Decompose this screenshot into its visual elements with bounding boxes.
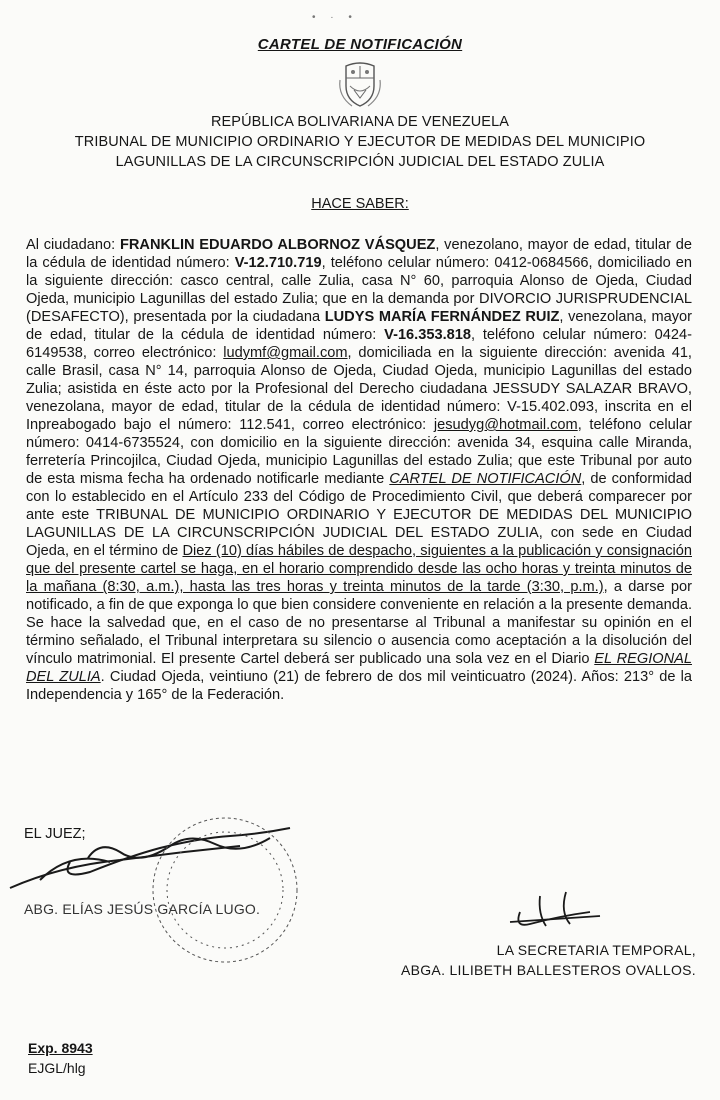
hace-saber-heading: HACE SABER: xyxy=(311,196,409,212)
body-text: , a darse por notificado, a fin de que exponga lo que bien considere conveniente en relación a la presente demanda. Se hace la salvedad que, en el caso de no presentarse al Tribunal a manifestar su opinión en el término señalado, el Tribunal interpretara su silencio o ausencia como aceptación a la disolución del vínculo matrimonial. El presente Cartel deberá ser publicado una sola vez en el Diario xyxy=(26,579,693,667)
secretary-title: LA SECRETARIA TEMPORAL, xyxy=(496,942,696,958)
coat-of-arms-icon xyxy=(336,60,384,110)
body-text: , teléfono celular número: 0414-6735524, con domicilio en la siguiente dirección: avenida 34, esquina calle Miranda, ferretería Princojilca, Ciudad Ojeda, municipio Lagunillas del estado Zulia; que este Tribunal por auto de esta misma fecha ha ordenado notificarle mediante xyxy=(26,417,692,487)
body-text: , venezolana, mayor de edad, titular de la cédula de identidad número: xyxy=(26,309,692,343)
judge-label: EL JUEZ; xyxy=(24,826,86,842)
plaintiff-email-link[interactable]: ludymf@gmail.com xyxy=(223,345,348,361)
defendant-id: V-12.710.719 xyxy=(234,255,322,271)
republic-heading: REPÚBLICA BOLIVARIANA DE VENEZUELA xyxy=(210,114,510,130)
cartel-reference: CARTEL DE NOTIFICACIÓN xyxy=(389,471,582,487)
plaintiff-name: LUDYS MARÍA FERNÁNDEZ RUIZ xyxy=(324,309,560,325)
newspaper-name: EL REGIONAL DEL ZULIA xyxy=(26,651,692,685)
court-stamp xyxy=(153,818,297,962)
lawyer-email-link[interactable]: jesudyg@hotmail.com xyxy=(433,417,578,433)
judge-name: ABG. ELÍAS JESÚS GARCÍA LUGO. xyxy=(24,901,261,917)
term-clause: Diez (10) días hábiles de despacho, siguientes a la publicación y consignación que del presente cartel se haga, en el horario comprendido desde las ocho horas y treinta minutos de la mañana (8:30, a.m.), hasta las tres horas y treinta minutos de la tarde (3:30, p.m.) xyxy=(26,543,692,595)
body-text: , venezolano, mayor de edad, titular de la cédula de identidad número: xyxy=(26,237,692,271)
scan-specks: • · • xyxy=(312,12,358,23)
body-text: , de conformidad con lo establecido en el Artículo 233 del Código de Procedimiento Civil, que deberá comparecer por ante este TRIBUNAL DE MUNICIPIO ORDINARIO Y EJECUTOR DE MEDIDAS DEL MUNICIPIO LAGUNILLAS DE LA CIRCUNSCRIPCIÓN JUDICIAL DEL ESTADO ZULIA, con sede en Ciudad Ojeda, en el término de xyxy=(26,471,692,559)
expediente-number: Exp. 8943 xyxy=(28,1040,93,1056)
body-text: , teléfono celular número: 0412-0684566, domiciliado en la siguiente dirección: casco central, calle Zulia, casa N° 60, parroquia Alonso de Ojeda, Ciudad Ojeda, municipio Lagunillas del estado Zulia; que en la demanda por DIVORCIO JURISPRUDENCIAL (DESAFECTO), presentada por la ciudadana xyxy=(26,255,692,325)
secretary-name: ABGA. LILIBETH BALLESTEROS OVALLOS. xyxy=(400,962,696,978)
body-text: Al ciudadano: xyxy=(26,237,120,253)
court-heading-line2: LAGUNILLAS DE LA CIRCUNSCRIPCIÓN JUDICIAL DEL ESTADO ZULIA xyxy=(115,154,605,170)
notification-body xyxy=(26,236,692,704)
body-text: , domiciliada en la siguiente dirección: avenida 41, calle Brasil, casa N° 14, parroquia Alonso de Ojeda, Ciudad Ojeda, municipio Lagunillas del estado Zulia; asistida en éste acto por la Profesional del Derecho ciudadana JESSUDY SALAZAR BRAVO, venezolana, mayor de edad, titular de la cédula de identidad número: V-15.402.093, inscrita en el Inpreabogado bajo el número: 112.541, correo electrónico: xyxy=(26,345,692,433)
document-title: CARTEL DE NOTIFICACIÓN xyxy=(257,36,463,53)
secretary-signature xyxy=(510,892,600,926)
court-heading-line1: TRIBUNAL DE MUNICIPIO ORDINARIO Y EJECUTOR DE MEDIDAS DEL MUNICIPIO xyxy=(74,134,646,150)
body-text: , teléfono celular número: 0424-6149538, correo electrónico: xyxy=(26,327,692,361)
defendant-name: FRANKLIN EDUARDO ALBORNOZ VÁSQUEZ xyxy=(119,237,436,253)
plaintiff-id: V-16.353.818 xyxy=(384,327,471,343)
reference-initials: EJGL/hlg xyxy=(28,1060,86,1076)
body-text: . Ciudad Ojeda, veintiuno (21) de febrero de dos mil veinticuatro (2024). Años: 213° de la Independencia y 165° de la Federación. xyxy=(26,669,692,703)
